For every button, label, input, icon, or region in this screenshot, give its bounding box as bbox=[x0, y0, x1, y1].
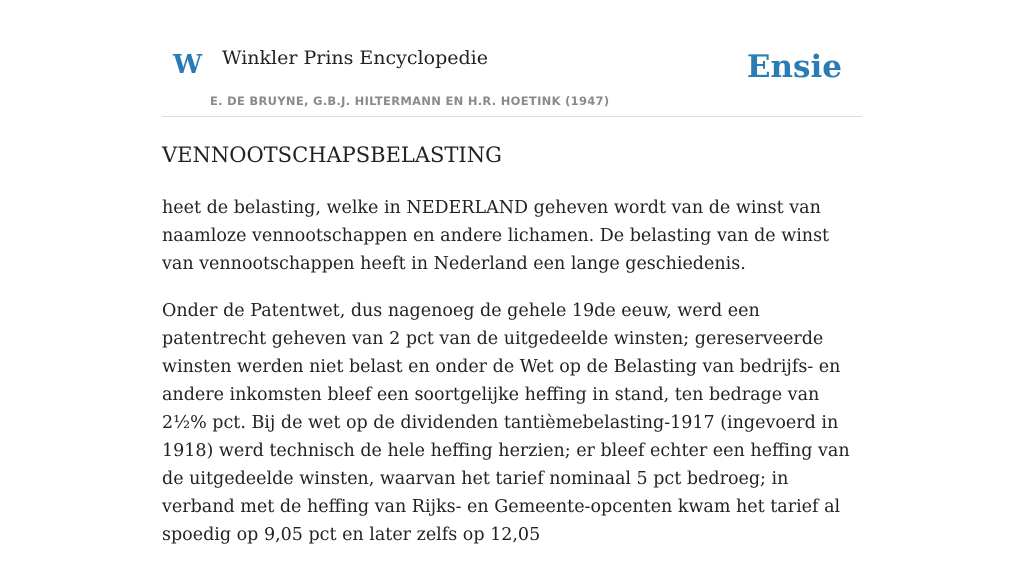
book-title[interactable]: Winkler Prins Encyclopedie bbox=[222, 47, 488, 69]
article-title: VENNOOTSCHAPSBELASTING bbox=[162, 143, 502, 167]
book-authors: E. DE BRUYNE, G.B.J. HILTERMANN EN H.R. HOETINK (1947) bbox=[210, 94, 610, 108]
article-paragraph-2: Onder de Patentwet, dus nagenoeg de gehele 19de eeuw, werd een patentrecht geheven van 2 pct van de uitgedeelde winsten; gereserveerde winsten werden niet belast en onder de Wet op de Belasting van bedrijfs- en andere inkomsten bleef een soortgelijke heffing in stand, ten bedrage van 2½% pct. Bij de wet op de dividenden tantièmebelasting-1917 (ingevoerd in 1918) werd technisch de hele heffing herzien; er bleef echter een heffing van de uitgedeelde winsten, waarvan het tarief nominaal 5 pct bedroeg; in verband met de heffing van Rijks- en Gemeente-opcenten kwam het tarief al spoedig op 9,05 pct en later zelfs op 12,05 bbox=[162, 301, 850, 545]
winkler-prins-logo[interactable]: W bbox=[173, 50, 203, 80]
site-header bbox=[162, 40, 862, 117]
article-paragraph-1: heet de belasting, welke in NEDERLAND geheven wordt van de winst van naamloze vennootschappen en andere lichamen. De belasting van de winst van vennootschappen heeft in Nederland een lange geschiedenis. bbox=[162, 198, 830, 274]
article bbox=[162, 140, 862, 568]
ensie-logo[interactable]: Ensie bbox=[746, 49, 842, 85]
